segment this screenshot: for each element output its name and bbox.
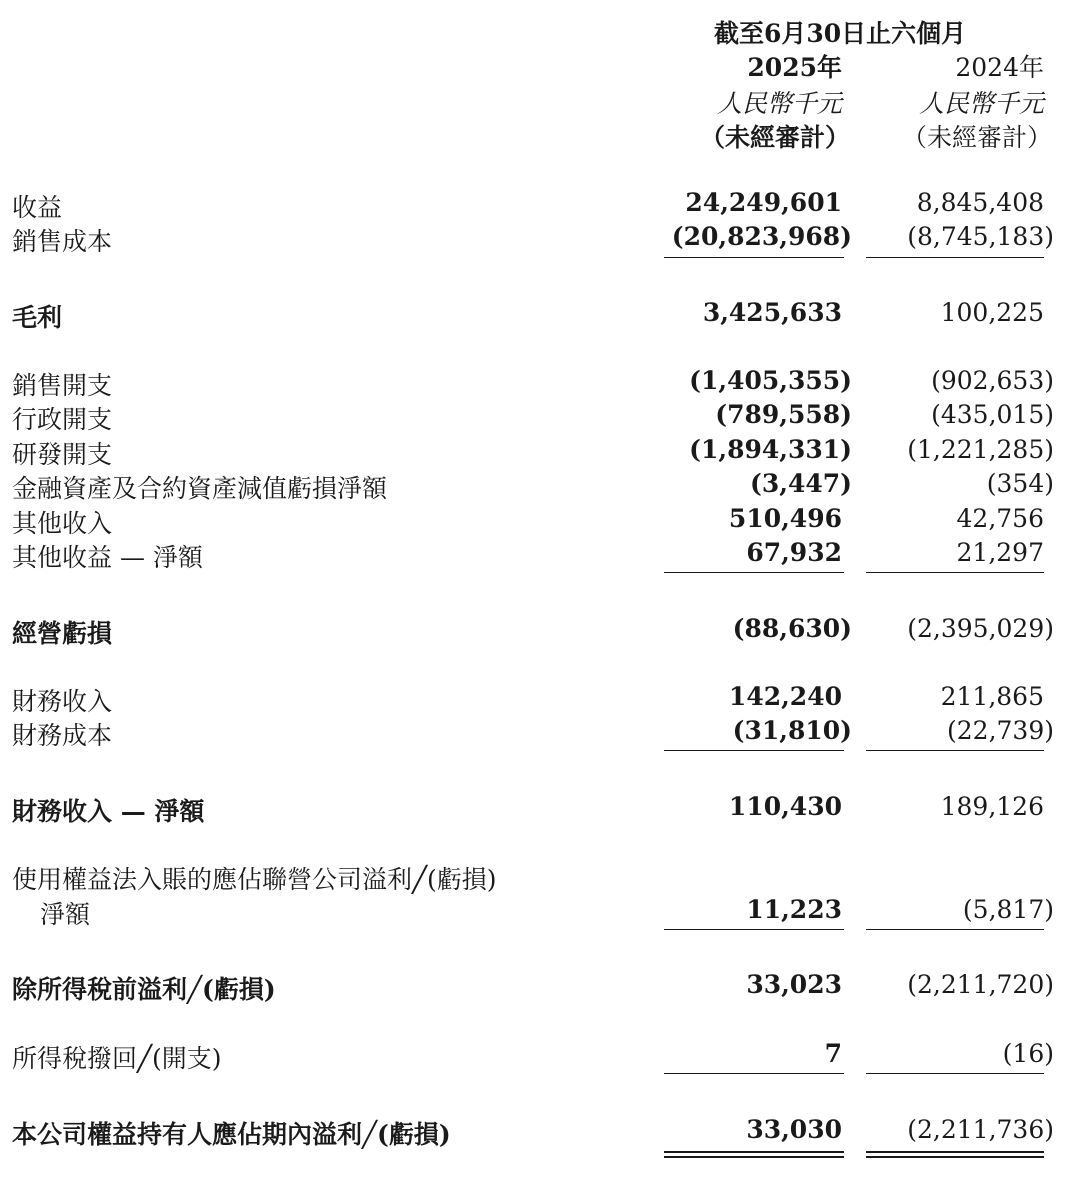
row-label-admin-expenses: 行政開支 [12, 405, 113, 434]
subtotal-rule [664, 750, 844, 751]
row-label-revenue: 收益 [12, 193, 63, 222]
subtotal-rule [664, 572, 844, 573]
row-label-rnd-expenses: 研發開支 [12, 440, 113, 469]
value-finance-income-net-2025: 110,430 [728, 792, 842, 821]
value-selling-expenses-2025: (1,405,355) [689, 366, 852, 395]
subtotal-rule [664, 257, 844, 258]
row-label-other-gains-net: 其他收益 — 淨額 [12, 543, 203, 572]
period-heading: 截至6月30日止六個月 [714, 19, 967, 48]
value-operating-loss-2025: (88,630) [732, 614, 852, 643]
value-other-gains-net-2025: 67,932 [746, 538, 842, 567]
subtotal-rule [866, 750, 1044, 751]
subtotal-rule [664, 929, 844, 930]
value-gross-profit-2025: 3,425,633 [702, 298, 842, 327]
row-label-share-of-associates: 使用權益法入賬的應佔聯營公司溢利╱(虧損) [12, 865, 497, 894]
value-selling-expenses-2024: (902,653) [931, 366, 1054, 395]
value-cost-of-sales-2024: (8,745,183) [907, 222, 1054, 251]
value-income-tax-2025: 7 [824, 1039, 842, 1068]
value-share-of-associates-2025: 11,223 [746, 895, 842, 924]
value-profit-before-tax-2024: (2,211,720) [907, 970, 1054, 999]
value-income-tax-2024: (16) [1002, 1039, 1054, 1068]
row-label-cost-of-sales: 銷售成本 [12, 227, 113, 256]
value-gross-profit-2024: 100,225 [940, 298, 1044, 327]
year-prior: 2024年 [955, 53, 1044, 82]
audit-status-prior: （未經審計） [901, 123, 1052, 152]
value-rnd-expenses-2024: (1,221,285) [907, 435, 1054, 464]
value-admin-expenses-2025: (789,558) [715, 400, 852, 429]
value-share-of-associates-2024: (5,817) [962, 895, 1054, 924]
row-label-profit-for-period: 本公司權益持有人應佔期內溢利╱(虧損) [12, 1120, 451, 1149]
audit-status-current: （未經審計） [699, 123, 850, 152]
row-label-finance-income: 財務收入 [12, 687, 113, 716]
row-label-finance-costs: 財務成本 [12, 721, 113, 750]
value-rnd-expenses-2025: (1,894,331) [689, 435, 852, 464]
value-revenue-2025: 24,249,601 [685, 188, 842, 217]
value-finance-income-2025: 142,240 [728, 682, 842, 711]
row-label-operating-loss: 經營虧損 [12, 619, 113, 648]
value-other-gains-net-2024: 21,297 [956, 538, 1044, 567]
unit-prior: 人民幣千元 [918, 89, 1044, 118]
row-label-share-of-associates-cont: 淨額 [40, 900, 91, 929]
subtotal-rule [866, 929, 1044, 930]
value-operating-loss-2024: (2,395,029) [907, 614, 1054, 643]
subtotal-rule [866, 257, 1044, 258]
value-admin-expenses-2024: (435,015) [931, 400, 1054, 429]
value-finance-income-2024: 211,865 [940, 682, 1044, 711]
row-label-gross-profit: 毛利 [12, 303, 63, 332]
total-double-rule [866, 1151, 1044, 1158]
value-finance-costs-2025: (31,810) [732, 716, 852, 745]
row-label-impairment-losses: 金融資產及合約資產減值虧損淨額 [12, 474, 388, 503]
row-label-profit-before-tax: 除所得稅前溢利╱(虧損) [12, 975, 276, 1004]
row-label-finance-income-net: 財務收入 — 淨額 [12, 797, 205, 826]
value-impairment-losses-2025: (3,447) [750, 469, 852, 498]
row-label-other-income: 其他收入 [12, 509, 113, 538]
value-other-income-2025: 510,496 [728, 504, 842, 533]
row-label-income-tax: 所得稅撥回╱(開支) [12, 1044, 222, 1073]
value-profit-before-tax-2025: 33,023 [746, 970, 842, 999]
subtotal-rule [866, 572, 1044, 573]
value-profit-for-period-2025: 33,030 [746, 1115, 842, 1144]
year-current: 2025年 [747, 53, 842, 82]
value-cost-of-sales-2025: (20,823,968) [671, 222, 852, 251]
row-label-selling-expenses: 銷售開支 [12, 371, 113, 400]
value-finance-income-net-2024: 189,126 [940, 792, 1044, 821]
unit-current: 人民幣千元 [716, 89, 842, 118]
total-double-rule [664, 1151, 844, 1158]
value-profit-for-period-2024: (2,211,736) [907, 1115, 1054, 1144]
value-finance-costs-2024: (22,739) [947, 716, 1054, 745]
subtotal-rule [664, 1073, 844, 1074]
value-other-income-2024: 42,756 [956, 504, 1044, 533]
value-impairment-losses-2024: (354) [986, 469, 1054, 498]
subtotal-rule [866, 1073, 1044, 1074]
value-revenue-2024: 8,845,408 [916, 188, 1044, 217]
